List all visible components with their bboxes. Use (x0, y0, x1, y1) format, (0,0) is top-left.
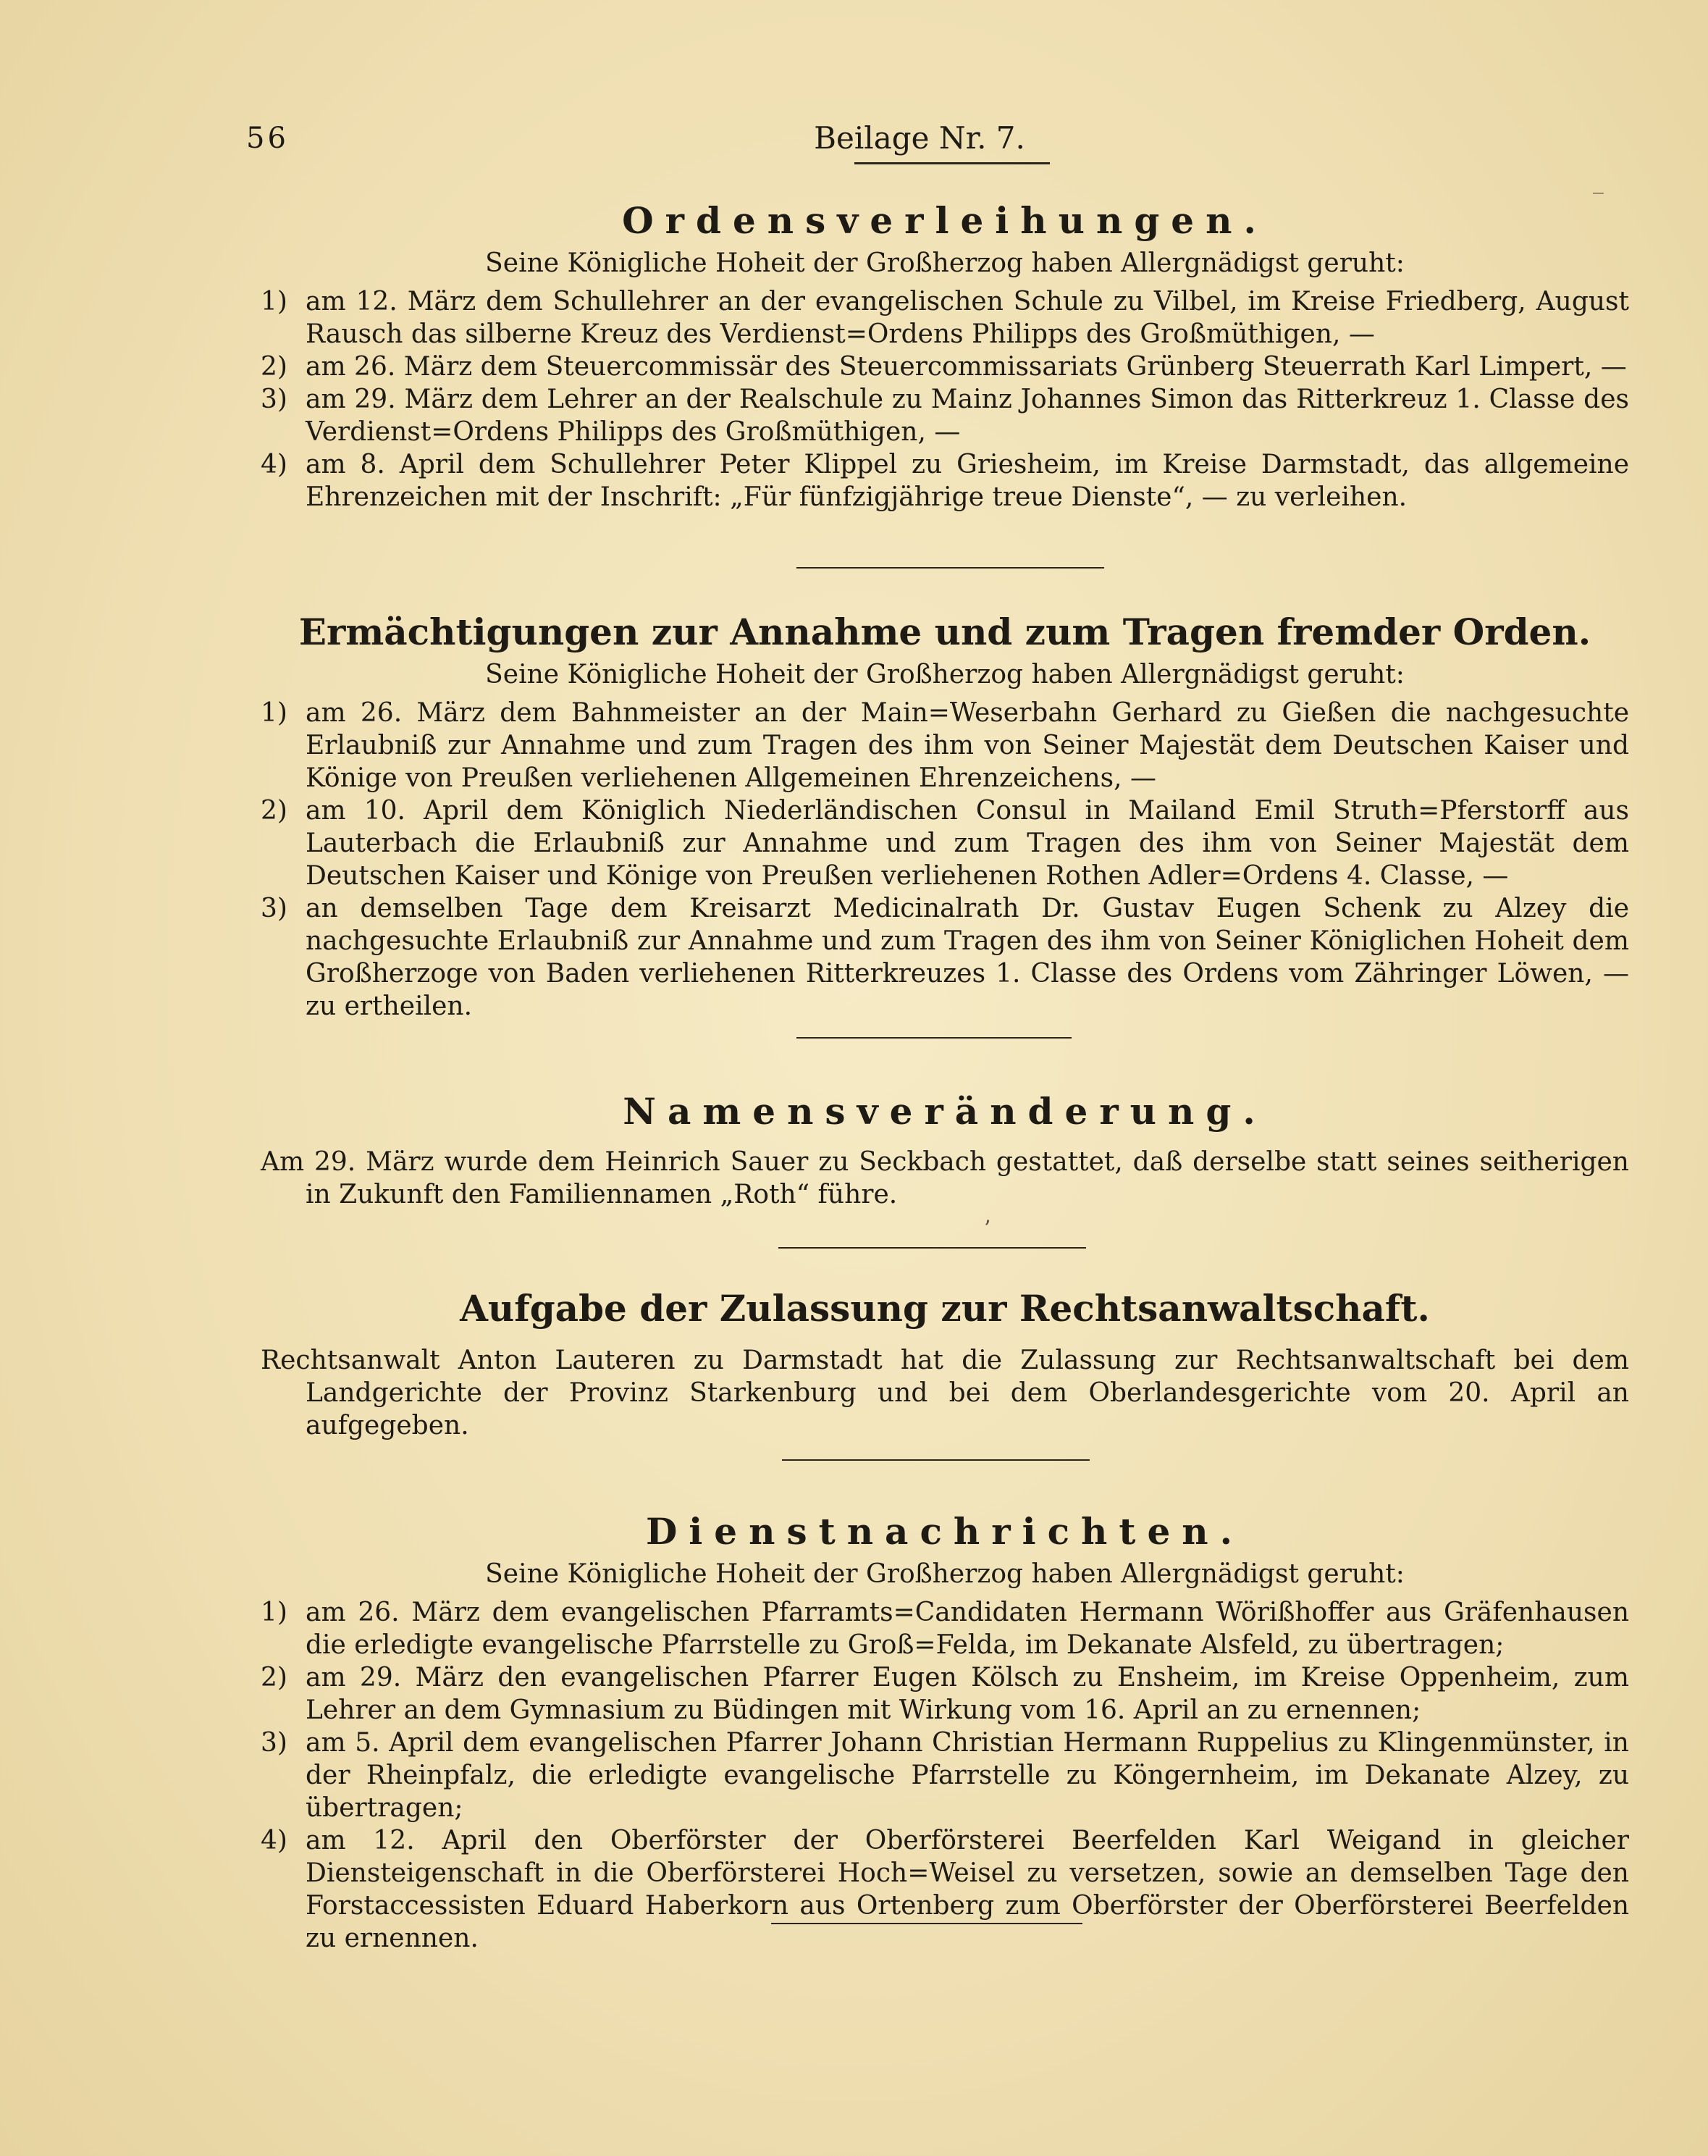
list-item (261, 1824, 1629, 1955)
print-speck: ʼ (983, 1217, 990, 1242)
list-item (261, 285, 1629, 351)
list-item (261, 1596, 1629, 1661)
item-number: 3) (261, 1728, 287, 1758)
item-number: 1) (261, 1598, 287, 1627)
item-text: am 12. März dem Schullehrer an der evangelischen Schule zu Vilbel, im Kreise Friedberg, August Rausch das silberne Kreuz des Verdienst=Ordens Philipps des Großmüthigen, — (306, 287, 1629, 349)
item-text: am 29. März den evangelischen Pfarrer Eugen Kölsch zu Ensheim, im Kreise Oppenheim, zum Lehrer an dem Gymnasium zu Büdingen mit Wirkung vom 16. April an zu ernennen; (306, 1663, 1629, 1725)
item-number: 4) (261, 1826, 287, 1855)
section-intro: Seine Königliche Hoheit der Großherzog haben Allergnädigst geruht: (485, 1559, 1405, 1589)
item-number: 2) (261, 1663, 287, 1692)
item-text: am 10. April dem Königlich Niederländischen Consul in Mailand Emil Struth=Pferstorff aus Lauterbach die Erlaubniß zur Annahme und zum Tragen des ihm von Seiner Majestät dem Deutschen Kaiser und Könige von Preußen verliehenen Rothen Adler=Ordens 4. Classe, — (306, 796, 1629, 891)
item-text: am 26. März dem evangelischen Pfarramts=Candidaten Hermann Wörißhoffer aus Gräfenhausen die erledigte evangelische Pfarrstelle zu Groß=Felda, im Dekanate Alsfeld, zu übertragen; (306, 1598, 1629, 1660)
section-divider (782, 1459, 1090, 1461)
section-text: Am 29. März wurde dem Heinrich Sauer zu Seckbach gestattet, daß derselbe statt seines seitherigen in Zukunft den Familiennamen „Roth“ führe. (261, 1147, 1629, 1209)
section-heading: Ermächtigungen zur Annahme und zum Tragen fremder Orden. (298, 611, 1591, 653)
list-item (261, 383, 1629, 448)
item-number: 2) (261, 796, 287, 826)
item-number: 3) (261, 385, 287, 414)
section-intro: Seine Königliche Hoheit der Großherzog haben Allergnädigst geruht: (485, 248, 1405, 278)
page-number: 56 (246, 122, 289, 155)
section-text: Rechtsanwalt Anton Lauteren zu Darmstadt hat die Zulassung zur Rechtsanwaltschaft bei dem Landgerichte der Provinz Starkenburg und bei dem Oberlandesgerichte vom 20. April an aufgegeben. (261, 1346, 1629, 1440)
list-item (261, 892, 1629, 1023)
section-rechtsanwaltschaft (261, 1283, 1629, 1442)
item-number: 1) (261, 287, 287, 316)
section-divider (796, 567, 1104, 569)
item-text: am 26. März dem Bahnmeister an der Main=Weserbahn Gerhard zu Gießen die nachgesuchte Erlaubniß zur Annahme und zum Tragen des ihm von Seiner Majestät dem Deutschen Kaiser und Könige von Preußen verliehenen Allgemeinen Ehrenzeichens, — (306, 698, 1629, 793)
list-item (261, 794, 1629, 892)
print-speck: ‾ (1593, 190, 1604, 215)
list-item (261, 1727, 1629, 1824)
list-item (261, 351, 1629, 383)
item-number: 3) (261, 894, 287, 923)
running-head: Beilage Nr. 7. (814, 120, 1025, 156)
list-item (261, 697, 1629, 794)
section-intro: Seine Königliche Hoheit der Großherzog haben Allergnädigst geruht: (485, 660, 1405, 689)
section-heading: Ordensverleihungen. (622, 199, 1268, 242)
section-ordensverleihungen (261, 196, 1629, 513)
item-number: 1) (261, 698, 287, 728)
section-heading: Namensveränderung. (623, 1090, 1267, 1133)
item-text: am 5. April dem evangelischen Pfarrer Johann Christian Hermann Ruppelius zu Klingenmünster, in der Rheinpfalz, die erledigte evangelische Pfarrstelle zu Köngernheim, im Dekanate Alzey, zu übertragen; (306, 1728, 1629, 1823)
section-namensveraenderung (261, 1086, 1629, 1211)
section-dienstnachrichten (261, 1506, 1629, 1955)
section-heading: Dienstnachrichten. (645, 1510, 1245, 1553)
list-item (261, 448, 1629, 513)
section-ermaechtigungen (261, 607, 1629, 1023)
section-divider (796, 1037, 1072, 1039)
header-rule (854, 162, 1050, 164)
item-number: 4) (261, 450, 287, 479)
item-text: am 29. März dem Lehrer an der Realschule zu Mainz Johannes Simon das Ritterkreuz 1. Classe des Verdienst=Ordens Philipps des Großmüthigen, — (306, 385, 1629, 447)
section-divider (771, 1923, 1082, 1924)
section-divider (778, 1247, 1086, 1249)
item-text: an demselben Tage dem Kreisarzt Medicinalrath Dr. Gustav Eugen Schenk zu Alzey die nachgesuchte Erlaubniß zur Annahme und zum Tragen des ihm von Seiner Königlichen Hoheit dem Großherzoge von Baden verliehenen Ritterkreuzes 1. Classe des Ordens vom Zähringer Löwen, — zu ertheilen. (306, 894, 1629, 1021)
item-text: am 12. April den Oberförster der Oberförsterei Beerfelden Karl Weigand in gleicher Diensteigenschaft in die Oberförsterei Hoch=Weisel zu versetzen, sowie an demselben Tage den Forstaccessisten Eduard Haberkorn aus Ortenberg zum Oberförster der Oberförsterei Beerfelden zu ernennen. (306, 1826, 1629, 1953)
item-text: am 8. April dem Schullehrer Peter Klippel zu Griesheim, im Kreise Darmstadt, das allgemeine Ehrenzeichen mit der Inschrift: „Für fünfzigjährige treue Dienste“, — zu verleihen. (306, 450, 1629, 512)
item-number: 2) (261, 352, 287, 382)
list-item (261, 1661, 1629, 1727)
item-text: am 26. März dem Steuercommissär des Steuercommissariats Grünberg Steuerrath Karl Limpert, — (306, 352, 1627, 382)
section-heading: Aufgabe der Zulassung zur Rechtsanwaltschaft. (460, 1287, 1430, 1330)
